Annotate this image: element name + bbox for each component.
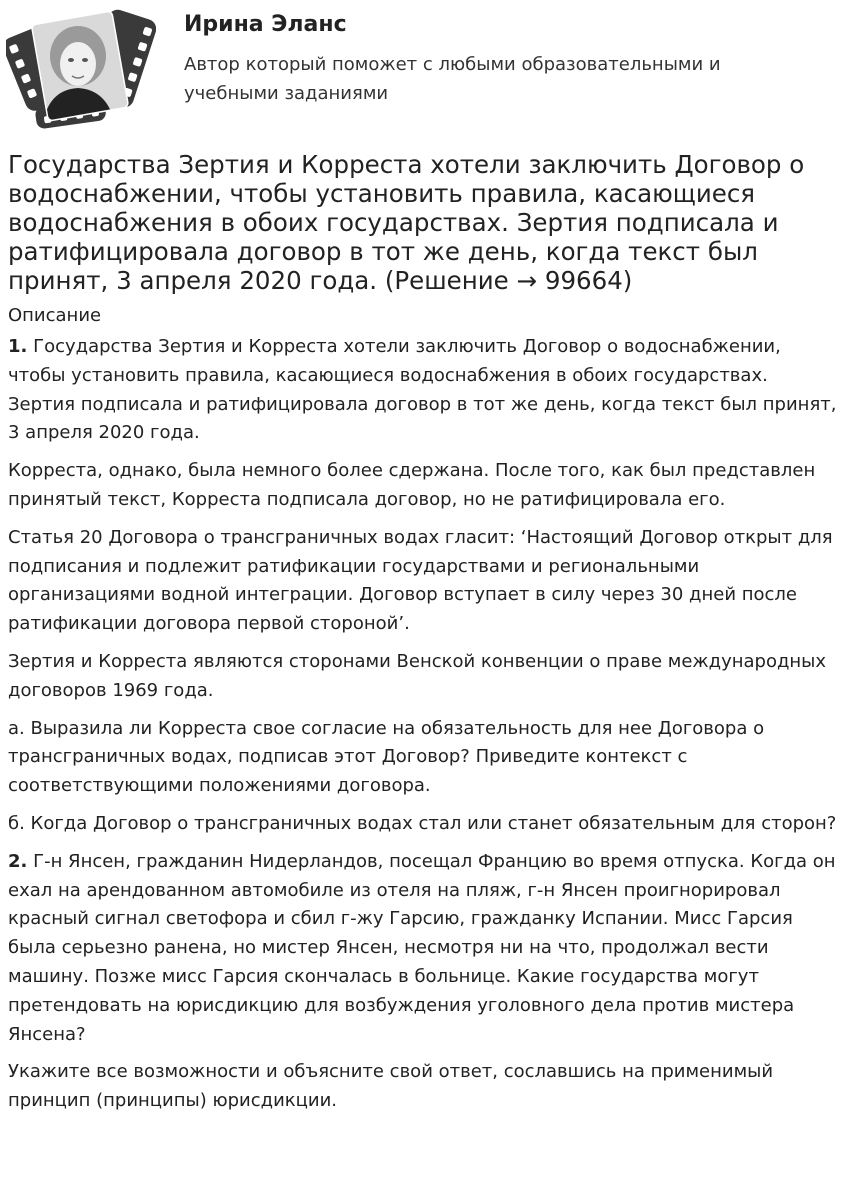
paragraph-7-text: Г-н Янсен, гражданин Нидерландов, посещал Францию во время отпуска. Когда он ехал на арендованном автомобиле из отеля на пляж, г-н Янсен проигнорировал красный сигнал светофора и сбил г-жу Гарсию, гражданку Испании. Мисс Гарсия была серьезно ранена, но мистер Янсен, несмотря ни на что, продолжал вести машину. Позже мисс Гарсия скончалась в больнице. Какие государства могут претендовать на юрисдикцию для возбуждения уголовного дела против мистера Янсена? <box>8 850 836 1045</box>
author-avatar[interactable] <box>6 4 156 130</box>
task-number-1: 1. <box>8 336 28 357</box>
question-title: Государства Зертия и Корреста хотели заключить Договор о водоснабжении, чтобы установить правила, касающиеся водоснабжения в обоих государствах. Зертия подписала и ратифицировала договор в тот же день, когда текст был принят, 3 апреля 2020 года. (Решение → 99664) <box>8 150 805 295</box>
description-paragraph-3: Статья 20 Договора о трансграничных водах гласит: ‘Настоящий Договор открыт для подписания и подлежит ратификации государствами и региональными организациями водной интеграции. Договор вступает в силу через 30 дней после ратификации договора первой стороной’. <box>8 526 833 635</box>
description-label: Описание <box>8 305 102 326</box>
paragraph-1-text: Государства Зертия и Корреста хотели заключить Договор о водоснабжении, чтобы установить правила, касающиеся водоснабжения в обоих государствах. Зертия подписала и ратифицировала договор в тот же день, когда текст был принят, 3 апреля 2020 года. <box>8 336 837 444</box>
question-a: а. Выразила ли Корреста свое согласие на обязательность для нее Договора о трансграничных водах, подписав этот Договор? Приведите контекст с соответствующими положениями договора. <box>8 717 765 797</box>
description-paragraph-4: Зертия и Корреста являются сторонами Венской конвенции о праве международных договоров 1969 года. <box>8 650 827 701</box>
film-frame-avatar-icon <box>6 4 156 130</box>
question-b: б. Когда Договор о трансграничных водах стал или станет обязательным для сторон? <box>8 812 837 834</box>
author-header <box>0 0 847 140</box>
description-paragraph-1 <box>8 333 840 448</box>
description-paragraph-8: Укажите все возможности и объясните свой ответ, сославшись на применимый принцип (принципы) юрисдикции. <box>8 1061 774 1112</box>
description-paragraph-7 <box>8 848 840 1050</box>
question-content <box>8 150 840 1125</box>
author-name[interactable]: Ирина Эланс <box>184 12 347 37</box>
task-number-2: 2. <box>8 850 28 872</box>
author-description: Автор который поможет с любыми образовательными и учебными заданиями <box>184 54 721 104</box>
description-paragraph-2: Корреста, однако, была немного более сдержана. После того, как был представлен принятый текст, Корреста подписала договор, но не ратифицировала его. <box>8 460 816 510</box>
